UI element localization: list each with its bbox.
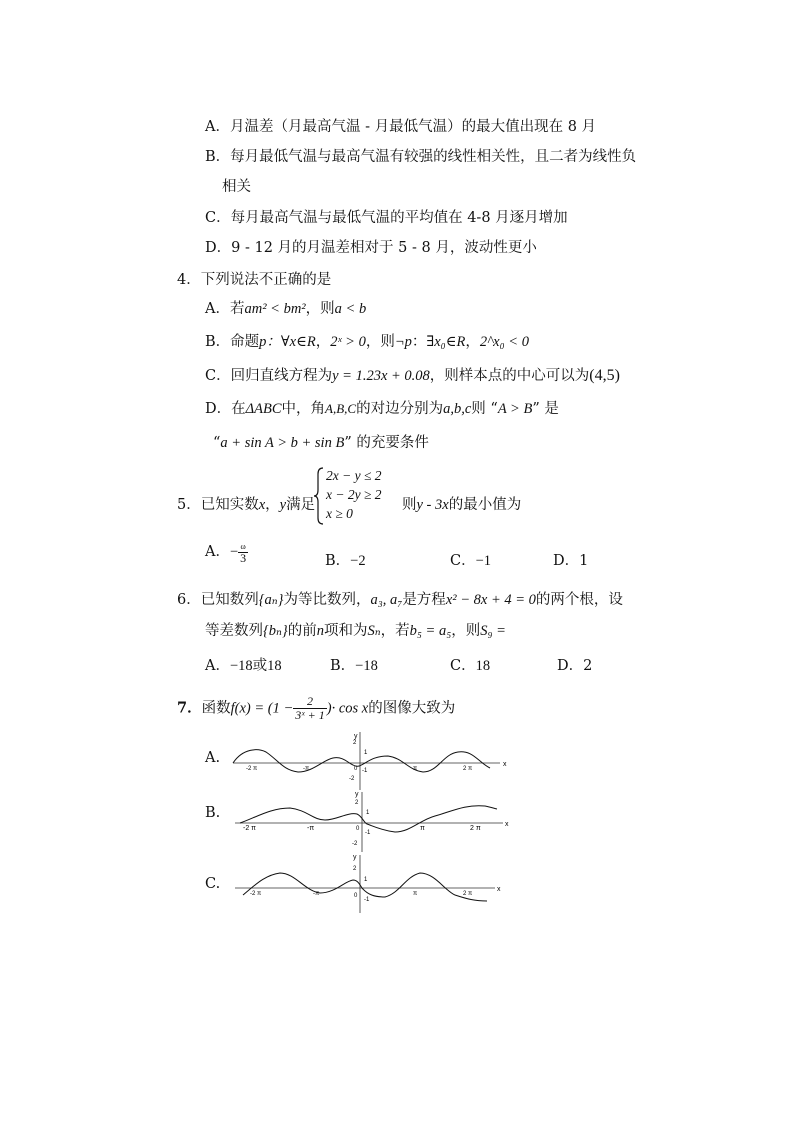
q7-fraction: $\frac{2}{\text{3ˣ + 1}}$ bbox=[295, 694, 325, 722]
q6-stem-line2: 等差数列{bₙ}的前n项和为Sₙ，若b₅ = a₅，则S₉ = bbox=[205, 623, 506, 639]
q5-option-b: B．−2 bbox=[325, 553, 366, 569]
q7-graph-a bbox=[228, 730, 510, 790]
tick-xn2: -2 π bbox=[250, 891, 262, 897]
q4-d-t4: ” 是 bbox=[532, 401, 559, 417]
q4-d-t2: 的对边分别为 bbox=[356, 401, 444, 417]
q4-d-triangle: ΔABC bbox=[245, 401, 282, 417]
tick-y2: 2 bbox=[353, 866, 357, 872]
q6-option-c: C．18 bbox=[450, 658, 491, 674]
tick-x1: π bbox=[413, 891, 418, 897]
q4-option-b bbox=[205, 330, 529, 351]
q7-function: f(x) = (1 − bbox=[230, 700, 294, 717]
q4-d-ab: A > B bbox=[497, 401, 533, 417]
q3-option-c: C．每月最高气温与最低气温的平均值在 4-8 月逐月增加 bbox=[205, 210, 568, 226]
q5-post: 的最小值为 bbox=[448, 497, 522, 513]
y-label: y bbox=[354, 733, 358, 740]
tick-x2: 2 π bbox=[463, 891, 473, 897]
q6-option-d: D．2 bbox=[557, 658, 593, 674]
q5-a-minus: − bbox=[229, 544, 239, 560]
q5-then: 则 bbox=[402, 497, 417, 513]
q5-constraint-2: x − 2y ≥ 2 bbox=[326, 487, 382, 502]
tick-xn1: -π bbox=[303, 766, 310, 772]
tick-yn2: -2 bbox=[349, 776, 355, 782]
q5-mid: 满足 bbox=[286, 497, 316, 513]
q4-b-m2: ∃x₀∈R bbox=[426, 334, 466, 350]
q4-d-sides: a,b,c bbox=[443, 401, 472, 417]
q5-constraint-3: x ≥ 0 bbox=[326, 506, 353, 521]
tick-xn1: -π bbox=[313, 891, 320, 897]
q4-b-pre: B．命题 bbox=[205, 334, 260, 350]
q6-option-a: A．−18或18 bbox=[205, 658, 282, 674]
tick-xn2: -2 π bbox=[246, 766, 258, 772]
q4-d-angles: A,B,C bbox=[325, 401, 357, 416]
q4-option-c bbox=[205, 364, 620, 385]
q7-label-c: C. bbox=[205, 876, 221, 892]
q5-x: x bbox=[258, 497, 266, 513]
tick-yn1: -1 bbox=[362, 768, 368, 774]
q4-d2-quote: “ bbox=[213, 435, 221, 451]
q5-option-c: C．−1 bbox=[450, 553, 492, 569]
q7-graph-c bbox=[235, 853, 505, 913]
q4-c-pre: C．回归直线方程为 bbox=[205, 368, 333, 384]
tick-x2: 2 π bbox=[470, 825, 481, 832]
q4-option-d bbox=[205, 397, 559, 418]
q5-y: y bbox=[279, 497, 287, 513]
q6-stem-line1: 6．已知数列{aₙ}为等比数列，a₃, a₇是方程x² − 8x + 4 = 0的两个根，设 bbox=[177, 592, 623, 608]
origin: 0 bbox=[354, 766, 358, 772]
q6-bn: {bₙ} bbox=[263, 623, 288, 639]
q6-option-b: B．−18 bbox=[330, 658, 378, 674]
q4-d-pre: D．在 bbox=[205, 401, 246, 417]
q4-a-mid: ，则 bbox=[305, 301, 335, 317]
tick-x1: π bbox=[420, 825, 425, 832]
tick-yn1: -1 bbox=[364, 897, 370, 903]
q5-pre: 5．已知实数 bbox=[177, 497, 259, 513]
x-label: x bbox=[497, 886, 501, 893]
q4-a-pre: A．若 bbox=[205, 301, 245, 317]
q4-d-t1: 中，角 bbox=[281, 401, 326, 417]
q4-b-p: p：∀x∈R bbox=[259, 334, 316, 350]
q7-number: 7． bbox=[177, 699, 202, 717]
tick-y1: 1 bbox=[364, 877, 368, 883]
tick-yn1: -1 bbox=[365, 830, 371, 836]
tick-xn1: -π bbox=[307, 825, 315, 832]
tick-xn2: -2 π bbox=[243, 825, 256, 832]
q5-a-label: A． bbox=[205, 544, 230, 560]
brace-icon bbox=[312, 466, 326, 526]
q6-sn: Sₙ bbox=[367, 623, 381, 639]
q4-option-a bbox=[205, 297, 366, 318]
tick-y2: 2 bbox=[353, 740, 357, 746]
q5-option-d: D．1 bbox=[553, 553, 589, 569]
q4-d-t3: 则 “ bbox=[471, 401, 498, 417]
q4-c-math: y = 1.23x + 0.08 bbox=[332, 368, 430, 384]
tick-yn2: -2 bbox=[352, 841, 358, 847]
q4-b-m1: 2ˣ > 0 bbox=[330, 334, 366, 350]
q4-b-m3: 2^x₀ < 0 bbox=[479, 334, 529, 350]
q4-b-c3: ， bbox=[465, 334, 480, 350]
q4-c-mid: ，则样本点的中心可以为 bbox=[429, 368, 590, 384]
tick-y2: 2 bbox=[355, 800, 359, 806]
q5-objective: y - 3x bbox=[416, 497, 449, 513]
tick-x2: 2 π bbox=[463, 766, 473, 772]
q6-s9: S₉ = bbox=[480, 623, 506, 639]
q5-option-a bbox=[205, 540, 248, 564]
origin: 0 bbox=[354, 893, 358, 899]
tick-y1: 1 bbox=[364, 750, 368, 756]
q4-stem: 4．下列说法不正确的是 bbox=[177, 272, 332, 288]
tick-x1: π bbox=[413, 766, 418, 772]
q4-b-c2: ： bbox=[411, 334, 427, 350]
q3-option-b-line1: B．每月最低气温与最高气温有较强的线性相关性，且二者为线性负 bbox=[205, 149, 637, 165]
q3-option-a: A．月温差（月最高气温 - 月最低气温）的最大值出现在 8 月 bbox=[205, 119, 597, 135]
x-label: x bbox=[505, 821, 509, 828]
q3-option-b-line2: 相关 bbox=[222, 179, 251, 195]
q4-c-point: (4,5) bbox=[589, 367, 620, 384]
q4-b-mid: ，则 bbox=[365, 334, 395, 350]
q5-comma: ， bbox=[265, 497, 280, 513]
q5-constraint-system bbox=[312, 466, 402, 526]
q4-b-np: ¬p bbox=[394, 334, 412, 350]
q4-option-d-line2 bbox=[213, 431, 429, 452]
y-label: y bbox=[353, 854, 357, 861]
origin: 0 bbox=[356, 826, 360, 832]
q5-stem bbox=[177, 493, 315, 514]
q4-d2-text: ” 的充要条件 bbox=[344, 435, 429, 451]
q7-graph-b bbox=[235, 790, 515, 852]
q7-stem: 7．函数f(x) = (1 − $\frac{2}{\text{3ˣ + 1}}$ )· cos x的图像大致为 bbox=[177, 694, 456, 722]
q5-constraint-1: 2x − y ≤ 2 bbox=[326, 468, 382, 483]
tick-y1: 1 bbox=[366, 810, 370, 816]
q6-equation: x² − 8x + 4 = 0 bbox=[445, 592, 536, 608]
q5-stem-end bbox=[402, 493, 521, 514]
q6-an: {aₙ} bbox=[258, 592, 284, 608]
q6-b5: b₅ = a₅ bbox=[409, 623, 452, 639]
y-label: y bbox=[355, 791, 359, 798]
q5-a-fraction: $\frac{\omega}{3}$ bbox=[240, 541, 247, 565]
q7-label-b: B. bbox=[205, 805, 221, 821]
q6-a3a7: a₃, a₇ bbox=[370, 592, 403, 608]
x-label: x bbox=[503, 761, 507, 768]
q4-d2-math: a + sin A > b + sin B bbox=[220, 435, 345, 451]
q7-label-a: A. bbox=[205, 750, 221, 766]
q3-option-d: D．9 - 12 月的月温差相对于 5 - 8 月，波动性更小 bbox=[205, 240, 537, 256]
q4-b-c1: ， bbox=[315, 334, 331, 350]
q4-a-math: am² < bm² bbox=[244, 301, 306, 317]
q4-a-math2: a < b bbox=[334, 301, 367, 317]
